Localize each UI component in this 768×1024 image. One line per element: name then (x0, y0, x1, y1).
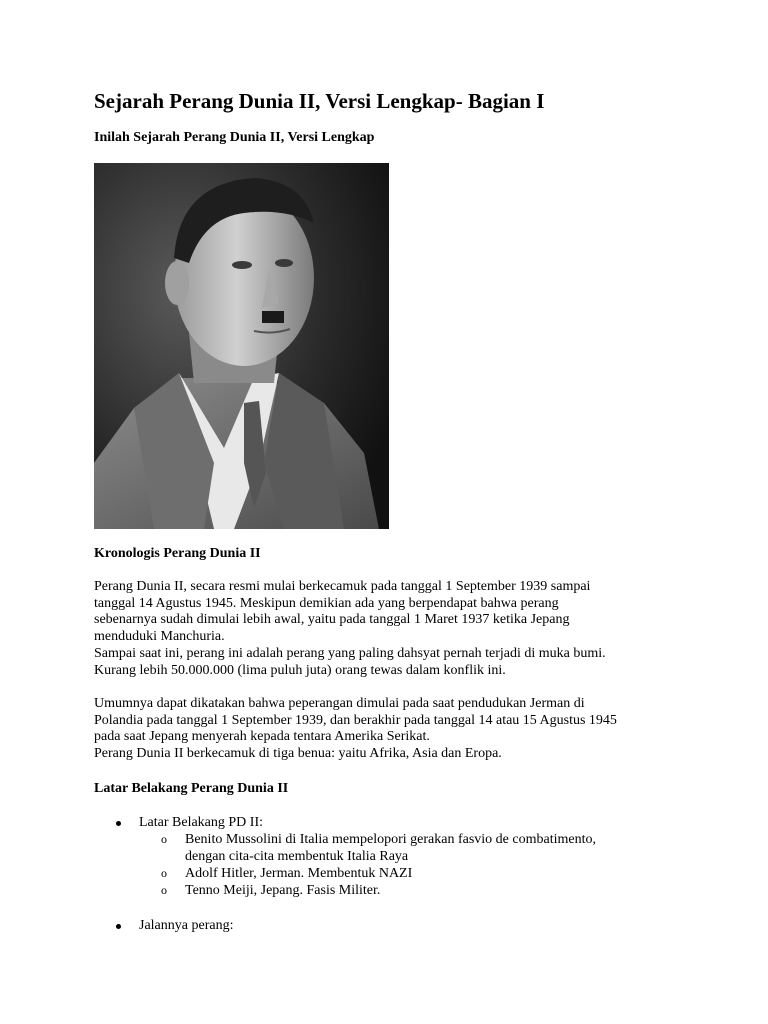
section-heading-latar-belakang: Latar Belakang Perang Dunia II (94, 781, 289, 796)
sub-list-item-tenno-meiji: Tenno Meiji, Jepang. Fasis Militer. (185, 883, 381, 898)
sub-list-item-mussolini: Benito Mussolini di Italia mempelopori gerakan fasvio de combatimento, (185, 832, 596, 847)
sub-list-item-mussolini-cont: dengan cita-cita membentuk Italia Raya (185, 849, 409, 864)
paragraph-kronologis-2 (94, 696, 684, 763)
section-heading-kronologis: Kronologis Perang Dunia II (94, 546, 261, 561)
sub-list-item-hitler: Adolf Hitler, Jerman. Membentuk NAZI (185, 866, 413, 881)
text-line: tanggal 14 Agustus 1945. Meskipun demikian ada yang berpendapat bahwa perang (94, 595, 559, 611)
list-item-latar-belakang: Latar Belakang PD II: (139, 815, 264, 830)
bullet-dot-icon (116, 924, 121, 929)
document-subtitle: Inilah Sejarah Perang Dunia II, Versi Lengkap (94, 130, 375, 145)
portrait-photo (94, 163, 389, 529)
text-line: Perang Dunia II, secara resmi mulai berkecamuk pada tanggal 1 September 1939 sampai (94, 579, 591, 594)
document-title: Sejarah Perang Dunia II, Versi Lengkap- Bagian I (94, 89, 545, 113)
sub-bullet-circle-icon: o (161, 883, 167, 897)
text-line: Sampai saat ini, perang ini adalah perang yang paling dahsyat pernah terjadi di muka bumi. (94, 645, 606, 661)
paragraph-kronologis-1 (94, 579, 684, 679)
text-line: sebenarnya sudah dimulai lebih awal, yaitu pada tanggal 1 Maret 1937 ketika Jepang (94, 612, 570, 628)
bullet-dot-icon (116, 821, 121, 826)
text-line: Polandia pada tanggal 1 September 1939, dan berakhir pada tanggal 14 atau 15 Agustus 1945 (94, 712, 617, 728)
portrait-photo-drawing (94, 163, 389, 529)
list-item-jalannya-perang: Jalannya perang: (139, 918, 234, 933)
text-line: Perang Dunia II berkecamuk di tiga benua: yaitu Afrika, Asia dan Eropa. (94, 746, 502, 762)
text-line: Kurang lebih 50.000.000 (lima puluh juta) orang tewas dalam konflik ini. (94, 662, 506, 678)
text-line: pada saat Jepang menyerah kepada tentara Amerika Serikat. (94, 729, 430, 745)
sub-bullet-circle-icon: o (161, 866, 167, 880)
text-line: Umumnya dapat dikatakan bahwa peperangan dimulai pada saat pendudukan Jerman di (94, 696, 585, 711)
sub-bullet-circle-icon: o (161, 832, 167, 846)
text-line: menduduki Manchuria. (94, 629, 225, 645)
